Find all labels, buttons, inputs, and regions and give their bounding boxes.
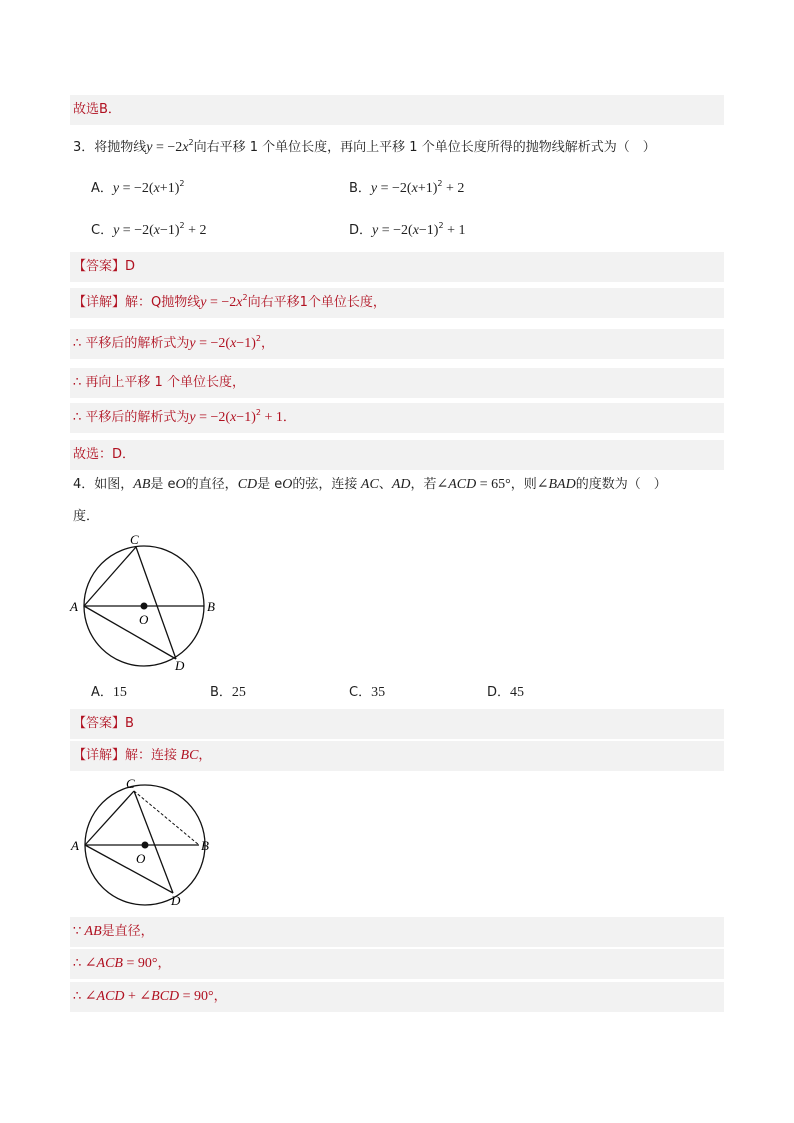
detail-text: ∴ 平移后的解析式为 bbox=[73, 336, 190, 351]
q4-option-c bbox=[349, 684, 385, 702]
option-letter: C． bbox=[349, 685, 372, 700]
option-letter: B． bbox=[349, 181, 371, 196]
option-letter: D． bbox=[487, 685, 511, 700]
chord-ad bbox=[85, 845, 173, 893]
therefore-mark: ∴ bbox=[73, 989, 82, 1004]
q4-step1: ∵ AB是直径， bbox=[70, 917, 724, 947]
detail-text: 解：连接 bbox=[125, 748, 178, 763]
therefore-mark: ∴ bbox=[73, 956, 82, 971]
option-letter: A． bbox=[91, 685, 113, 700]
option-value: 45 bbox=[510, 685, 525, 700]
q4-stem: 4．如图，AB是 eO的直径，CD是 eO的弦，连接 AC、AD，若∠ACD = 65°，则∠BAD的度数为（ ） bbox=[73, 477, 667, 492]
q3-conclusion: 故选：D． bbox=[70, 440, 724, 470]
q3-detail-line1: 【详解】解：Q抛物线$y = -2x^2$向右平移1个单位长度， bbox=[70, 288, 724, 318]
option-letter: D． bbox=[349, 223, 373, 238]
chord-cd bbox=[134, 791, 173, 893]
previous-conclusion: 故选B． bbox=[70, 95, 724, 125]
q3-detail-line4: ∴ 平移后的解析式为$y = -2(x-1)^2 + 1$． bbox=[70, 403, 724, 433]
q3-detail-line2: ∴ 平移后的解析式为$y = -2(x-1)^2$， bbox=[70, 329, 724, 359]
q4-option-b bbox=[210, 684, 246, 702]
q4-stem-cont: 度． bbox=[73, 509, 100, 524]
q4-option-d bbox=[487, 684, 524, 702]
chord-ad bbox=[84, 606, 176, 659]
label-d: D bbox=[175, 658, 185, 673]
label-d: D bbox=[171, 893, 181, 908]
option-letter: B． bbox=[210, 685, 232, 700]
answer-tag: 【答案】 bbox=[73, 259, 126, 274]
option-value: 35 bbox=[371, 685, 386, 700]
q4-text: ，若 bbox=[410, 477, 437, 492]
chord-ac bbox=[85, 791, 134, 845]
q3-formula: y bbox=[146, 140, 153, 155]
detail-text: Q抛物线 bbox=[151, 295, 201, 310]
answer-tag: 【答案】 bbox=[73, 716, 126, 731]
q4-option-a bbox=[91, 684, 127, 702]
answer-value: B bbox=[125, 716, 134, 731]
label-a: A bbox=[71, 838, 79, 853]
label-c: C bbox=[130, 532, 139, 547]
detail-prefix: 解： bbox=[125, 295, 152, 310]
q4-text: 如图， bbox=[94, 477, 134, 492]
because-mark: ∵ bbox=[73, 924, 82, 939]
label-b: B bbox=[201, 838, 209, 853]
q4-figure bbox=[66, 530, 226, 675]
q4-text: 的直径， bbox=[185, 477, 238, 492]
option-letter: A． bbox=[91, 181, 113, 196]
answer-value: D bbox=[125, 259, 136, 274]
q4-text: 是 e bbox=[150, 477, 176, 492]
label-b: B bbox=[207, 599, 215, 614]
q3-option-a: A．$y = -2(x+1)^2$ bbox=[91, 179, 185, 196]
q4-step2: ∴ ∠ACB = 90°， bbox=[70, 949, 724, 979]
q4-text: 的度数为（ ） bbox=[575, 477, 667, 492]
option-letter: C． bbox=[91, 223, 114, 238]
q3-number: 3． bbox=[73, 140, 95, 155]
label-o: O bbox=[136, 851, 146, 866]
option-value: 25 bbox=[231, 685, 246, 700]
center-dot bbox=[142, 842, 149, 849]
q3-option-c: C．$y = -2(x-1)^2 + 2$ bbox=[91, 221, 207, 238]
label-o: O bbox=[139, 612, 149, 627]
detail-text: ∴ 平移后的解析式为 bbox=[73, 410, 190, 425]
option-value: 15 bbox=[112, 685, 127, 700]
step-text: 是直径， bbox=[101, 924, 154, 939]
chord-cd bbox=[136, 547, 176, 659]
q4-text: 是 e bbox=[257, 477, 283, 492]
q4-answer bbox=[70, 709, 724, 739]
center-dot bbox=[141, 603, 148, 610]
q4-text: 的弦，连接 bbox=[292, 477, 358, 492]
q3-detail-line3: ∴ 再向上平移 1 个单位长度， bbox=[70, 368, 724, 398]
detail-tag: 【详解】 bbox=[73, 295, 126, 310]
q3-answer bbox=[70, 252, 724, 282]
q3-option-d: D．$y = -2(x-1)^2 + 1$ bbox=[349, 221, 466, 238]
detail-tag: 【详解】 bbox=[73, 748, 126, 763]
label-c: C bbox=[126, 776, 135, 791]
label-a: A bbox=[70, 599, 78, 614]
detail-text: 向右平移1个单位长度， bbox=[247, 295, 386, 310]
q3-option-b: B．$y = -2(x+1)^2 + 2$ bbox=[349, 179, 465, 196]
q4-number: 4． bbox=[73, 477, 95, 492]
q4-detail-line1: 【详解】解：连接 BC， bbox=[70, 741, 724, 771]
q4-step3: ∴ ∠ACD + ∠BCD = 90°， bbox=[70, 982, 724, 1012]
q3-text-before: 将抛物线 bbox=[94, 140, 147, 155]
q4-text: ，则 bbox=[510, 477, 537, 492]
q3-stem: 3．将抛物线$y = -2x^2$向右平移 1 个单位长度，再向上平移 1 个单位长度所得的抛物线解析式为（ ） bbox=[73, 138, 656, 155]
q4-detail-figure bbox=[66, 773, 226, 908]
q4-text: 、 bbox=[378, 477, 392, 492]
q3-text-after: 向右平移 1 个单位长度，再向上平移 1 个单位长度所得的抛物线解析式为（ ） bbox=[193, 140, 656, 155]
